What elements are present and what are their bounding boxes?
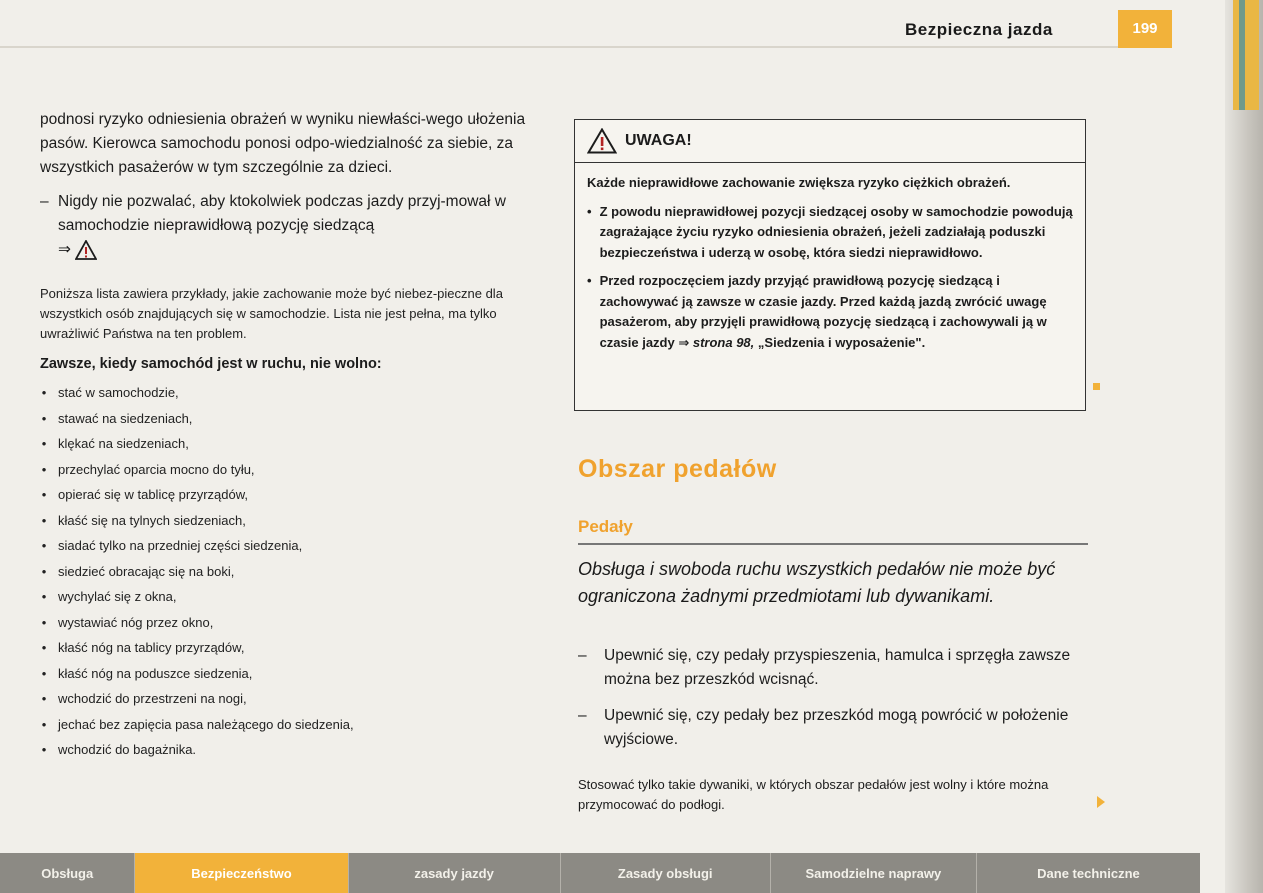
- dash-marker: –: [578, 707, 587, 724]
- list-item: • wchodzić do przestrzeni na nogi,: [40, 686, 545, 712]
- chapter-nav: [0, 853, 1200, 893]
- bullet-icon: •: [41, 512, 47, 528]
- nav-tab-zasady-obslugi[interactable]: Zasady obsługi: [561, 853, 771, 893]
- bullet-icon: •: [41, 436, 47, 451]
- warning-intro: Każde nieprawidłowe zachowanie zwiększa ryzyko ciężkich obrażeń.: [587, 175, 1011, 190]
- page-edge: [1225, 0, 1263, 893]
- section-title: Obszar pedałów: [578, 455, 777, 483]
- warning-reference[interactable]: [58, 238, 97, 262]
- subsection-title: Pedały: [578, 517, 633, 536]
- warning-box: [574, 119, 1086, 411]
- bullet-icon: •: [41, 691, 47, 706]
- bullet-icon: •: [41, 385, 47, 400]
- list-item: • kłaść nóg na poduszce siedzenia,: [40, 661, 545, 687]
- list-item: • kłaść się na tylnych siedzeniach,: [40, 508, 545, 534]
- nav-tab-zasady-jazdy[interactable]: zasady jazdy: [349, 853, 561, 893]
- bullet-icon: •: [41, 665, 47, 681]
- list-item: • przechylać oparcia mocno do tyłu,: [40, 457, 545, 483]
- left-column: [40, 108, 545, 763]
- list-item: • jechać bez zapięcia pasa należącego do siedzenia,: [40, 712, 545, 738]
- warning-body: [575, 163, 1085, 371]
- list-heading: Zawsze, kiedy samochód jest w ruchu, nie wolno:: [40, 356, 382, 372]
- step-list: [578, 644, 1083, 764]
- bullet-icon: •: [41, 410, 47, 426]
- bullet-icon: •: [41, 461, 47, 477]
- edge-tab-yellow: [1233, 0, 1259, 110]
- bullet-icon: •: [41, 538, 47, 553]
- bullet-icon: •: [41, 716, 47, 732]
- warning-triangle-icon: [75, 240, 97, 260]
- dash-marker: –: [40, 193, 49, 210]
- warning-bullet-tail: „Siedzenia i wyposażenie".: [757, 334, 926, 350]
- warning-bullet: [587, 271, 1073, 353]
- forbidden-list: [40, 380, 545, 763]
- footnote-paragraph: Stosować tylko takie dywaniki, w których obszar pedałów jest wolny i które można przymocować do podłogi.: [578, 777, 1049, 812]
- step-item: – Upewnić się, czy pedały przyspieszenia, hamulca i sprzęgła zawsze można bez przeszkód wcisnąć.: [578, 644, 1083, 692]
- nav-tab-samodzielne-naprawy[interactable]: Samodzielne naprawy: [771, 853, 977, 893]
- bullet-icon: •: [587, 203, 592, 219]
- warning-bullet: • Z powodu nieprawidłowej pozycji siedzącej osoby w samochodzie powodują zagrażające życiu ryzyko odniesienia obrażeń, jeżeli zadziałają poduszki bezpieczeństwa i uderzą w osobę, która siedzi nieprawidłowo.: [587, 202, 1073, 264]
- lead-paragraph: Obsługa i swoboda ruchu wszystkich pedałów nie może być ograniczona żadnymi przedmiotami lub dywanikami.: [578, 559, 1056, 606]
- intro-paragraph: podnosi ryzyko odniesienia obrażeń w wyniku niewłaści-wego ułożenia pasów. Kierowca samochodu ponosi odpo-wiedzialność za siebie, za wszystkich pasażerów w tym szczególnie za dzieci.: [40, 111, 526, 176]
- dash-marker: –: [578, 647, 587, 664]
- list-item: • wchodzić do bagażnika.: [40, 737, 545, 763]
- warning-header: [575, 120, 1085, 163]
- page-link[interactable]: strona 98,: [692, 334, 755, 350]
- instruction-item: [40, 190, 545, 262]
- warning-title: UWAGA!: [625, 132, 692, 149]
- bullet-icon: •: [587, 273, 592, 288]
- bullet-icon: •: [41, 487, 47, 502]
- list-item: • kłaść nóg na tablicy przyrządów,: [40, 635, 545, 661]
- nav-tab-obsluga[interactable]: Obsługa: [0, 853, 135, 893]
- bullet-icon: •: [41, 640, 47, 655]
- nav-tab-dane-techniczne[interactable]: Dane techniczne: [1037, 865, 1140, 881]
- list-item: • wychylać się z okna,: [40, 584, 545, 610]
- bullet-icon: •: [41, 742, 47, 757]
- warning-bullet-text: Przed rozpoczęciem jazdy przyjąć prawidłową pozycję siedzącą i zachowywać ją zawsze w czasie jazdy. Przed każdą jazdą zwrócić uwagę pasażerom, aby przyjęli prawidłową pozycję siedzącą i zachowywali ją w czasie jazdy ⇒: [599, 273, 1047, 350]
- list-item: • stać w samochodzie,: [40, 380, 545, 406]
- edge-tab-green: [1239, 0, 1245, 110]
- nav-tab-bezpieczenstwo[interactable]: Bezpieczeństwo: [135, 853, 348, 893]
- header-rule: [0, 46, 1118, 48]
- header-title: Bezpieczna jazda: [905, 20, 1053, 39]
- warning-triangle-icon: [587, 128, 617, 154]
- list-item: • klękać na siedzeniach,: [40, 431, 545, 457]
- continue-arrow-icon: [1097, 796, 1105, 808]
- list-item: • siadać tylko na przedniej części siedzenia,: [40, 533, 545, 559]
- list-item: • stawać na siedzeniach,: [40, 406, 545, 432]
- page-number: 199: [1118, 10, 1172, 48]
- step-item: – Upewnić się, czy pedały bez przeszkód mogą powrócić w położenie wyjściowe.: [578, 704, 1083, 752]
- list-item: • siedzieć obracając się na boki,: [40, 559, 545, 585]
- subsection-rule: [578, 543, 1088, 545]
- bullet-icon: •: [41, 563, 47, 579]
- bullet-icon: •: [41, 589, 47, 604]
- list-item: • wystawiać nóg przez okno,: [40, 610, 545, 636]
- list-item: • opierać się w tablicę przyrządów,: [40, 482, 545, 508]
- end-of-section-marker: [1093, 383, 1100, 390]
- arrow-ref: ⇒: [58, 241, 71, 258]
- bullet-icon: •: [41, 614, 47, 630]
- list-intro: Poniższa lista zawiera przykłady, jakie zachowanie może być niebez-pieczne dla wszystkich osób znajdujących się w samochodzie. Lista nie jest pełna, ma tylko uwrażliwić Państwa na ten problem.: [40, 286, 503, 341]
- instruction-text: Nigdy nie pozwalać, aby ktokolwiek podczas jazdy przyj-mował w samochodzie nieprawidłową pozycję siedzącą: [58, 193, 506, 234]
